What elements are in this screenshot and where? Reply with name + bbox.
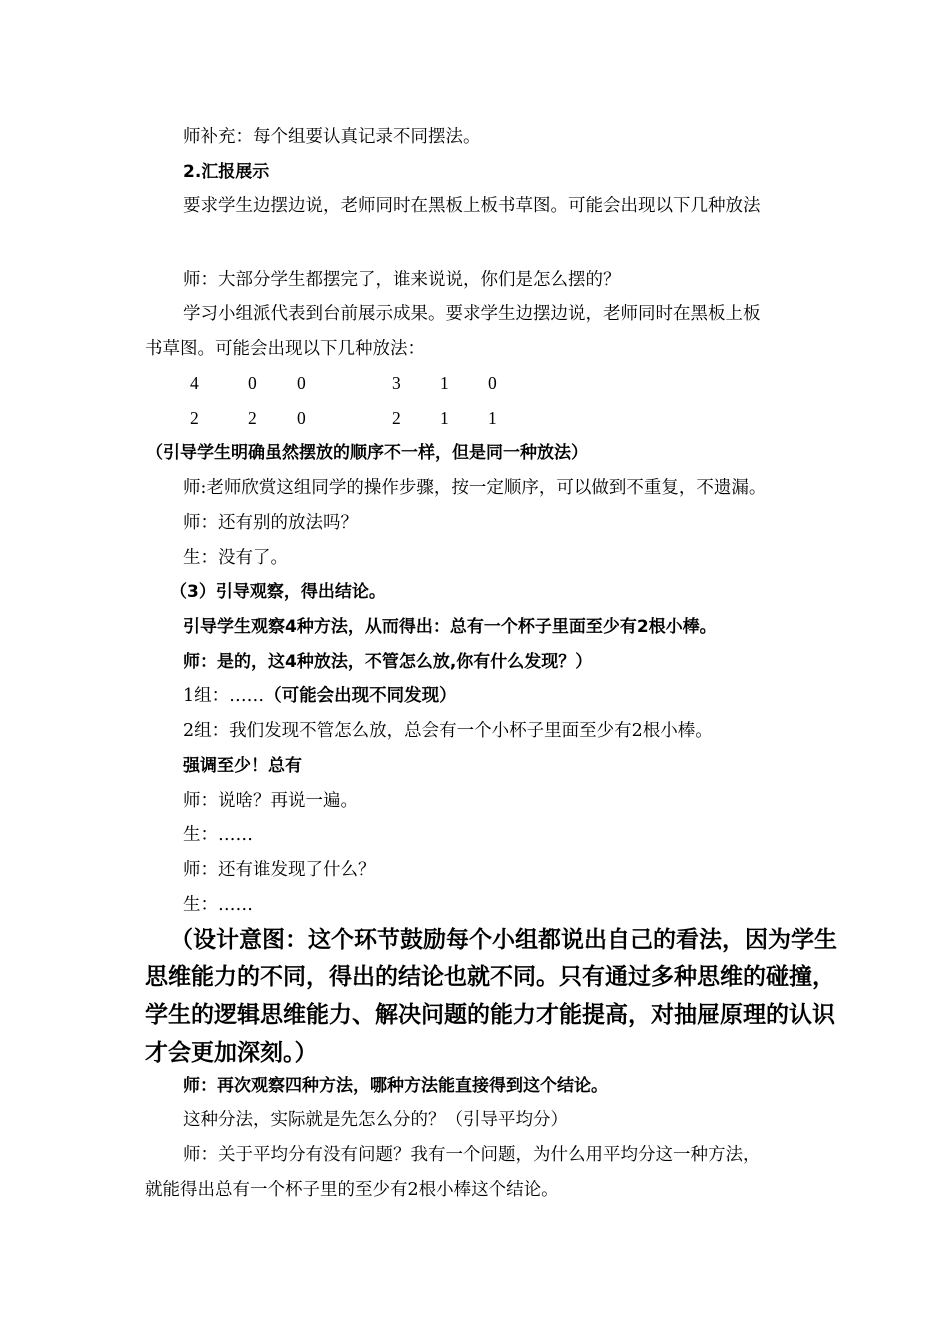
arrangement-value: 0 bbox=[488, 373, 497, 393]
emphasis-line: 强调至少！总有 bbox=[183, 756, 302, 776]
teacher-average-line-cont: 就能得出总有一个杯子里的至少有2根小棒这个结论。 bbox=[145, 1180, 559, 1200]
teacher-confirm-line: 师：是的，这4种放法，不管怎么放,你有什么发现？） bbox=[183, 652, 593, 672]
design-intent-line-1: （设计意图：这个环节鼓励每个小组都说出自己的看法，因为学生 bbox=[170, 927, 837, 953]
arrangement-value: 0 bbox=[297, 373, 306, 393]
group1-line bbox=[183, 684, 457, 708]
arrangement-value: 0 bbox=[248, 373, 257, 393]
group-present-line: 学习小组派代表到台前展示成果。要求学生边摆边说，老师同时在黑板上板 bbox=[183, 304, 761, 324]
arrangement-value: 1 bbox=[488, 408, 497, 428]
teacher-praise-line: 师:老师欣赏这组同学的操作步骤，按一定顺序，可以做到不重复，不遗漏。 bbox=[183, 478, 767, 498]
teacher-average-line: 师：关于平均分有没有问题？我有一个问题，为什么用平均分这一种方法， bbox=[183, 1145, 761, 1165]
section-heading-observe: （3）引导观察，得出结论。 bbox=[170, 582, 386, 602]
teacher-more-line: 师：还有谁发现了什么？ bbox=[183, 860, 376, 880]
arrangement-value: 2 bbox=[248, 408, 257, 428]
arrangement-value: 0 bbox=[297, 408, 306, 428]
design-intent-line-2: 思维能力的不同，得出的结论也就不同。只有通过多种思维的碰撞， bbox=[145, 964, 835, 990]
method-question-line: 这种分法，实际就是先怎么分的？（引导平均分） bbox=[183, 1110, 568, 1130]
group1-label: 1组：…… bbox=[183, 686, 265, 706]
group-present-line-cont: 书草图。可能会出现以下几种放法： bbox=[145, 339, 425, 359]
guide-note-line: （引导学生明确虽然摆放的顺序不一样，但是同一种放法） bbox=[146, 443, 588, 463]
teacher-repeat-line: 师：说啥？再说一遍。 bbox=[183, 791, 358, 811]
student-ellipsis-line: 生：…… bbox=[183, 825, 253, 845]
guide-observe-line: 引导学生观察4种方法，从而得出：总有一个杯子里面至少有2根小棒。 bbox=[183, 617, 717, 637]
arrangement-value: 1 bbox=[440, 408, 449, 428]
student-answer-line: 生：没有了。 bbox=[183, 548, 288, 568]
teacher-question-line: 师：大部分学生都摆完了，谁来说说，你们是怎么摆的？ bbox=[183, 270, 621, 290]
requirement-line: 要求学生边摆边说，老师同时在黑板上板书草图。可能会出现以下几种放法 bbox=[183, 196, 761, 216]
student-ellipsis-line-2: 生：…… bbox=[183, 895, 253, 915]
group2-line: 2组：我们发现不管怎么放，总会有一个小杯子里面至少有2根小棒。 bbox=[183, 721, 713, 741]
design-intent-line-4: 才会更加深刻。） bbox=[145, 1040, 318, 1066]
group1-note: （可能会出现不同发现） bbox=[264, 686, 457, 706]
teacher-observe-again-line: 师：再次观察四种方法，哪种方法能直接得到这个结论。 bbox=[183, 1076, 608, 1096]
teacher-supplement-line: 师补充：每个组要认真记录不同摆法。 bbox=[183, 127, 481, 147]
design-intent-line-3: 学生的逻辑思维能力、解决问题的能力才能提高，对抽屉原理的认识 bbox=[145, 1002, 835, 1028]
arrangement-value: 2 bbox=[190, 408, 199, 428]
teacher-ask-line: 师：还有别的放法吗？ bbox=[183, 513, 358, 533]
arrangement-value: 4 bbox=[190, 373, 199, 393]
section-heading-report: 2.汇报展示 bbox=[183, 162, 270, 182]
arrangement-value: 3 bbox=[392, 373, 401, 393]
arrangement-value: 1 bbox=[440, 373, 449, 393]
arrangement-value: 2 bbox=[392, 408, 401, 428]
